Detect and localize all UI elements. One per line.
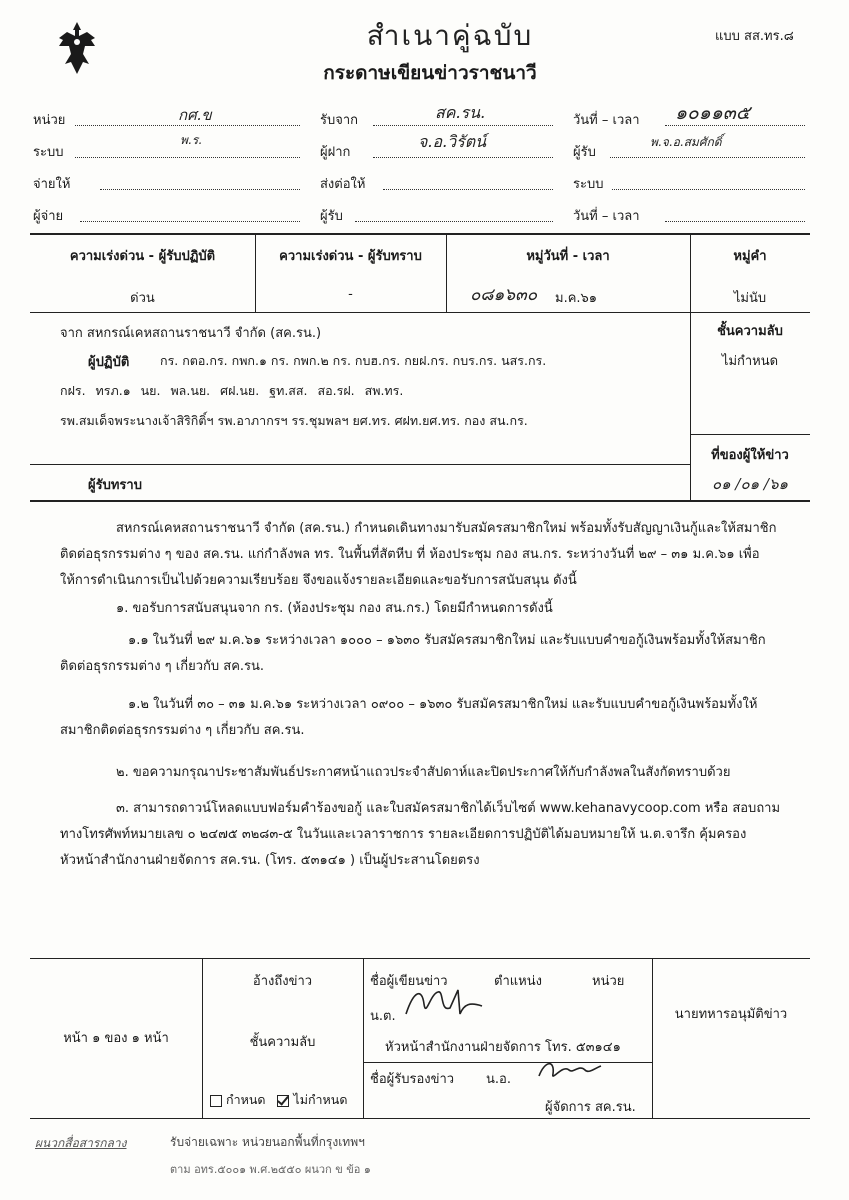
word-group-value: ไม่นับ xyxy=(733,291,767,306)
date-time-value: ๑๐๑๑๓๕ xyxy=(675,102,751,124)
action-line-2: กฝร. ทรภ.๑ นย. พล.นย. ศฝ.นย. ฐท.สส. สอ.รฝ. สพ.ทร. xyxy=(60,383,404,398)
copy-stamp: สำเนาคู่ฉบับ xyxy=(366,19,534,52)
system2-label: ระบบ xyxy=(573,177,604,192)
writer-position-label: ตำแหน่ง xyxy=(494,974,542,989)
distribution-note: รับจ่ายเฉพาะ หน่วยนอกพื้นที่กรุงเทพฯ xyxy=(170,1135,365,1149)
depositor-value: จ.อ.วิรัตน์ xyxy=(418,132,487,151)
garuda-emblem-icon xyxy=(55,18,99,78)
action-line-3: รพ.สมเด็จพระนางเจ้าสิริกิติ์ฯ รพ.อาภากรฯ รร.ชุมพลฯ ยศ.ทร. ศฝท.ยศ.ทร. กอง สน.กร. xyxy=(60,413,528,428)
body-intro: สหกรณ์เคหสถานราชนาวี จำกัด (สค.รน.) กำหนดเดินทางมารับสมัครสมาชิกใหม่ พร้อมทั้งรับสัญญาเงินกู้และให้สมาชิกติดต่อธุรกรรมต่าง ๆ ของ สค.รน. แก่กำลังพล ทร. ในพื้นที่สัตหีบ ที่ ห้องประชุม กอง สน.กร. ระหว่างวันที่ ๒๙ – ๓๑ ม.ค.๖๑ เพื่อให้การดำเนินการเป็นไปด้วยความเรียบร้อย จึงขอแจ้งรายละเอียดและขอรับการสนับสนุน ดังนี้ xyxy=(60,521,777,588)
unit-label: หน่วย xyxy=(33,113,66,128)
urgency-action-header: ความเร่งด่วน - ผู้รับปฏิบัติ xyxy=(69,249,216,264)
from-line: จาก สหกรณ์เคหสถานราชนาวี จำกัด (สค.รน.) xyxy=(60,326,322,341)
receiver-label: ผู้รับ xyxy=(320,209,343,224)
recipient-label: ผู้รับ xyxy=(573,145,596,160)
urgency-info-value: - xyxy=(348,287,353,302)
form-code: แบบ สส.ทร.๘ xyxy=(715,29,794,44)
system-label: ระบบ xyxy=(33,145,64,160)
classification-options xyxy=(210,1090,347,1110)
classification-value: ไม่กำหนด xyxy=(721,354,779,369)
body-item-1: ๑. ขอรับการสนับสนุนจาก กร. (ห้องประชุม กอง สน.กร.) โดยมีกำหนดการดังนี้ xyxy=(116,601,553,616)
classification-label: ชั้นความลับ xyxy=(717,324,783,339)
unit-value: กศ.ข xyxy=(178,106,212,124)
pay-to-label: จ่ายให้ xyxy=(33,177,71,192)
action-line-1: กร. กตอ.กร. กพก.๑ กร. กพก.๒ กร. กบฮ.กร. กยฝ.กร. กบร.กร. นสร.กร. xyxy=(160,353,547,368)
reference-label: อ้างถึงข่าว xyxy=(252,974,313,989)
defined-checkbox[interactable] xyxy=(210,1095,222,1107)
forward-to-label: ส่งต่อให้ xyxy=(320,177,366,192)
sender-number-value: ๐๑ /๐๑ /๖๑ xyxy=(711,475,789,493)
word-group-header: หมู่คำ xyxy=(733,249,767,264)
writer-signature xyxy=(400,984,490,1024)
defined-option-label: กำหนด xyxy=(226,1092,266,1107)
page-number: หน้า ๑ ของ ๑ หน้า xyxy=(63,1031,169,1046)
recipient-value: พ.จ.อ.สมศักดิ์ xyxy=(650,135,722,149)
urgency-info-header: ความเร่งด่วน - ผู้รับทราบ xyxy=(279,249,422,264)
sender-number-label: ที่ของผู้ให้ข่าว xyxy=(711,448,789,463)
dtg-month: ม.ค.๖๑ xyxy=(555,291,598,306)
approving-officer: นายทหารอนุมัติข่าว xyxy=(674,1007,788,1022)
body-item-1-2: ๑.๒ ในวันที่ ๓๐ – ๓๑ ม.ค.๖๑ ระหว่างเวลา ๐๙๐๐ – ๑๖๓๐ รับสมัครสมาชิกใหม่ และรับแบบคำขอกู้เงินพร้อมทั้งให้สมาชิกติดต่อธุรกรรมต่าง ๆ เกี่ยวกับ สค.รน. xyxy=(60,697,758,738)
system-value: พ.ร. xyxy=(180,133,202,147)
body-item-2: ๒. ขอความกรุณาประชาสัมพันธ์ประกาศหน้าแถวประจำสัปดาห์และปิดประกาศให้กับกำลังพลในสังกัดทราบด้วย xyxy=(116,765,731,780)
dtg-header: หมู่วันที่ - เวลา xyxy=(526,249,610,264)
date-time2-label: วันที่ – เวลา xyxy=(573,209,640,224)
received-from-label: รับจาก xyxy=(320,113,359,128)
certifier-rank: น.อ. xyxy=(486,1072,511,1087)
undefined-checkbox[interactable] xyxy=(277,1095,289,1107)
regulation-note: ตาม อทร.๕๐๐๑ พ.ศ.๒๕๕๐ ผนวก ข ข้อ ๑ xyxy=(170,1163,371,1176)
depositor-label: ผู้ฝาก xyxy=(320,145,351,160)
received-from-value: สค.รน. xyxy=(435,103,486,122)
body-item-1-1: ๑.๑ ในวันที่ ๒๙ ม.ค.๖๑ ระหว่างเวลา ๑๐๐๐ – ๑๖๓๐ รับสมัครสมาชิกใหม่ และรับแบบคำขอกู้เงินพร้อมทั้งให้สมาชิกติดต่อธุรกรรมต่าง ๆ เกี่ยวกับ สค.รน. xyxy=(60,633,766,674)
writer-name-label: ชื่อผู้เขียนข่าว xyxy=(370,974,448,989)
undefined-option-label: ไม่กำหนด xyxy=(293,1092,348,1107)
action-label: ผู้ปฏิบัติ xyxy=(88,355,130,370)
urgency-action-value: ด่วน xyxy=(130,291,155,306)
page-title: กระดาษเขียนข่าวราชนาวี xyxy=(323,62,537,84)
certifier-signature xyxy=(535,1056,605,1086)
body-item-3: ๓. สามารถดาวน์โหลดแบบฟอร์มคำร้องขอกู้ และใบสมัครสมาชิกได้เว็บไซต์ www.kehanavycoop.com หรือ สอบถามทางโทรศัพท์หมายเลข ๐ ๒๔๗๕ ๓๒๘๓-๕ ในวันและเวลาราชการ รายละเอียดการปฏิบัติได้มอบหมายให้ น.ต.จารึก คุ้มครอง หัวหน้าสำนักงานฝ่ายจัดการ สค.รน. (โทร. ๕๓๑๔๑ ) เป็นผู้ประสานโดยตรง xyxy=(60,801,781,868)
info-addressees-label: ผู้รับทราบ xyxy=(88,478,142,493)
handwritten-note: ผนวกสื่อสารกลาง xyxy=(35,1136,127,1150)
writer-unit-label: หน่วย xyxy=(592,974,625,989)
footer-classification-label: ชั้นความลับ xyxy=(249,1035,316,1050)
writer-position: หัวหน้าสำนักงานฝ่ายจัดการ โทร. ๕๓๑๔๑ xyxy=(385,1040,621,1055)
payer-label: ผู้จ่าย xyxy=(33,209,64,224)
certifier-label: ชื่อผู้รับรองข่าว xyxy=(370,1072,455,1087)
date-time-label: วันที่ – เวลา xyxy=(573,113,640,128)
certifier-position: ผู้จัดการ สค.รน. xyxy=(545,1100,636,1115)
writer-rank: น.ต. xyxy=(370,1009,396,1024)
dtg-value: ๐๘๑๖๓๐ xyxy=(470,285,538,305)
